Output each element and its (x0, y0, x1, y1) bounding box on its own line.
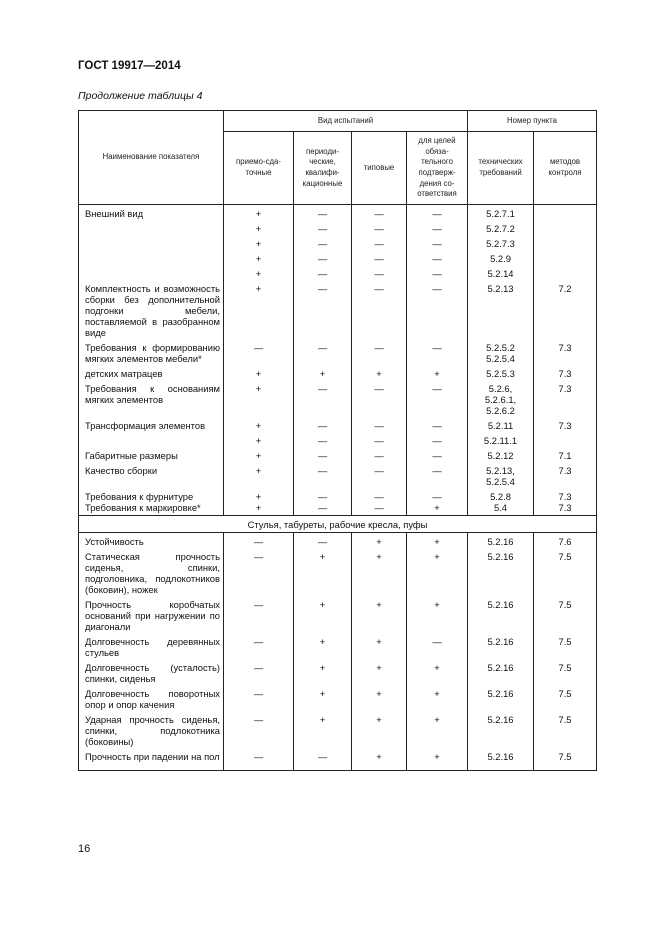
table-cell: 5.2.16 (468, 686, 534, 712)
table-cell: — (407, 205, 468, 222)
table-cell: — (294, 205, 352, 222)
table-cell (534, 251, 597, 266)
table-cell: + (224, 448, 294, 463)
table-row (79, 463, 597, 489)
table-cell: + (224, 381, 294, 418)
header-clause-number: Номер пункта (468, 111, 597, 132)
table-cell: 5.2.14 (468, 266, 534, 281)
table-cell: + (352, 533, 407, 550)
table-cell: + (352, 686, 407, 712)
table-cell: + + (224, 489, 294, 516)
header-indicator-name: Наименование показателя (79, 111, 224, 205)
indicator-name-cell: Прочность коробчатых оснований при нагружении по диагонали (79, 597, 224, 634)
table-cell: 7.5 (534, 634, 597, 660)
table-cell: — (294, 251, 352, 266)
table-cell: 5.2.16 (468, 634, 534, 660)
table-row (79, 236, 597, 251)
table-cell: + (294, 634, 352, 660)
table-cell: 7.3 (534, 381, 597, 418)
table-cell: + (294, 712, 352, 749)
table-cell: — (294, 533, 352, 550)
table-cell: 5.2.11.1 (468, 433, 534, 448)
table-cell: — (294, 433, 352, 448)
indicator-name-cell: Прочность при падении на пол (79, 749, 224, 771)
table-cell: 5.2.16 (468, 712, 534, 749)
table-cell: — (352, 433, 407, 448)
table-row (79, 533, 597, 550)
table-cell: 7.5 (534, 712, 597, 749)
indicator-name-cell: Внешний вид (79, 205, 224, 222)
table-cell: + (352, 712, 407, 749)
table-row (79, 251, 597, 266)
header-acceptance: приемо-сда- точные (224, 132, 294, 205)
table-row (79, 340, 597, 366)
table-row (79, 448, 597, 463)
table-cell: — (294, 340, 352, 366)
indicator-name-cell (79, 221, 224, 236)
indicator-name-cell: Габаритные размеры (79, 448, 224, 463)
table-cell: — (294, 266, 352, 281)
table-row (79, 660, 597, 686)
table-cell: — (294, 381, 352, 418)
page-number: 16 (78, 843, 91, 855)
table-cell: + (352, 634, 407, 660)
document-title: ГОСТ 19917—2014 (78, 60, 181, 72)
table-cell: + (294, 366, 352, 381)
table-cell: + (224, 221, 294, 236)
table-cell: — — (294, 489, 352, 516)
indicator-name-cell: Ударная прочность сиденья, спинки, подлокотника (боковины) (79, 712, 224, 749)
indicator-name-cell: Долговечность поворотных опор и опор качения (79, 686, 224, 712)
table-cell: 5.2.16 (468, 597, 534, 634)
table-cell: 7.3 (534, 418, 597, 433)
table-cell: + (224, 463, 294, 489)
table-cell: 7.5 (534, 686, 597, 712)
table-cell: + (407, 712, 468, 749)
table-cell: + (224, 251, 294, 266)
table-row (79, 221, 597, 236)
table-cell: + (352, 549, 407, 597)
table-cell: 5.2.9 (468, 251, 534, 266)
table-cell: — (224, 340, 294, 366)
table-cell: 7.5 (534, 749, 597, 771)
table-cell: — (294, 236, 352, 251)
table-cell: + (294, 597, 352, 634)
indicator-name-cell: Требования к формированию мягких элементов мебели* (79, 340, 224, 366)
table-cell: 5.2.12 (468, 448, 534, 463)
table-cell: + (407, 660, 468, 686)
table-cell: — (294, 281, 352, 340)
table-cell: 5.2.13, 5.2.5.4 (468, 463, 534, 489)
table-cell: — (352, 340, 407, 366)
table-row (79, 418, 597, 433)
table-row (79, 433, 597, 448)
table-cell: 7.1 (534, 448, 597, 463)
table-cell: 5.2.6, 5.2.6.1, 5.2.6.2 (468, 381, 534, 418)
table-cell: — (294, 749, 352, 771)
table-cell: — (407, 281, 468, 340)
table-cell: + (224, 418, 294, 433)
table-cell (534, 236, 597, 251)
table-cell: — + (407, 489, 468, 516)
table-cell: — (407, 433, 468, 448)
header-type-tests: типовые (352, 132, 407, 205)
table-row (79, 597, 597, 634)
table-cell: 5.2.16 (468, 749, 534, 771)
table-row (79, 205, 597, 222)
table-cell: — (352, 221, 407, 236)
table-cell: — (224, 712, 294, 749)
table-cell: — (352, 251, 407, 266)
table-cell: — (407, 418, 468, 433)
table-cell: — (407, 251, 468, 266)
table-cell: — (224, 660, 294, 686)
table-cell: 5.2.16 (468, 533, 534, 550)
table-cell: + (224, 281, 294, 340)
table-cell: 7.3 (534, 340, 597, 366)
table-cell: — (407, 448, 468, 463)
indicator-name-cell: Качество сборки (79, 463, 224, 489)
indicator-name-cell (79, 236, 224, 251)
indicator-name-cell (79, 433, 224, 448)
indicator-name-cell: Требования к основаниям мягких элементов (79, 381, 224, 418)
table-cell: — (407, 381, 468, 418)
table-cell: 5.2.5.3 (468, 366, 534, 381)
table-cell (534, 205, 597, 222)
table-row (79, 381, 597, 418)
table-cell: + (224, 433, 294, 448)
table-row (79, 366, 597, 381)
table-cell: 7.5 (534, 549, 597, 597)
test-types-table (78, 110, 597, 771)
table-cell: 7.6 (534, 533, 597, 550)
table-cell: 5.2.16 (468, 660, 534, 686)
indicator-name-cell: Долговечность деревянных стульев (79, 634, 224, 660)
table-cell: 5.2.13 (468, 281, 534, 340)
table-row (79, 549, 597, 597)
table-cell: 7.3 (534, 366, 597, 381)
table-row (79, 281, 597, 340)
table-cell (534, 433, 597, 448)
table-cell: + (407, 686, 468, 712)
indicator-name-cell: Комплектность и возможность сборки без дополнительной подгонки мебели, поставляемой в разобранном виде (79, 281, 224, 340)
table-cell: — (294, 448, 352, 463)
table-cell: — (407, 266, 468, 281)
table-cell: 7.2 (534, 281, 597, 340)
table-cell: — (224, 634, 294, 660)
table-cell: 5.2.7.2 (468, 221, 534, 236)
table-cell: — (224, 749, 294, 771)
table-cell: — (294, 418, 352, 433)
table-cell: — (224, 686, 294, 712)
indicator-name-cell (79, 251, 224, 266)
indicator-name-cell: Трансформация элементов (79, 418, 224, 433)
table-cell: — (407, 221, 468, 236)
table-cell: 7.5 (534, 660, 597, 686)
table-cell: — (407, 463, 468, 489)
table-cell: — (352, 381, 407, 418)
table-cell: — (352, 236, 407, 251)
table-cell: 5.2.16 (468, 549, 534, 597)
table-cell: — (294, 463, 352, 489)
table-cell: + (407, 597, 468, 634)
table-cell: + (352, 660, 407, 686)
table-cell: 5.2.8 5.4 (468, 489, 534, 516)
table-cell: + (352, 749, 407, 771)
table-cell: + (294, 549, 352, 597)
table-cell: — (352, 463, 407, 489)
table-cell: — (224, 549, 294, 597)
table-cell: 7.3 (534, 463, 597, 489)
table-cell: + (224, 236, 294, 251)
table-cell: — (407, 340, 468, 366)
header-periodic: периоди- ческие, квалифи- кационные (294, 132, 352, 205)
table-cell: + (294, 686, 352, 712)
table-cell: + (352, 597, 407, 634)
indicator-name-cell: Требования к фурнитуре Требования к маркировке* (79, 489, 224, 516)
table-cell: + (407, 366, 468, 381)
table-cell: + (224, 205, 294, 222)
header-certification: для целей обяза- тельного подтверж- дения со- ответствия (407, 132, 468, 205)
table-cell: 7.3 7.3 (534, 489, 597, 516)
section-row (79, 516, 597, 533)
table-cell (534, 221, 597, 236)
table-cell: — (407, 236, 468, 251)
table-cell (534, 266, 597, 281)
table-cell: 5.2.7.3 (468, 236, 534, 251)
table-cell: — (407, 634, 468, 660)
indicator-name-cell: Долговечность (усталость) спинки, сиденья (79, 660, 224, 686)
table-cell: — (352, 418, 407, 433)
table-row (79, 266, 597, 281)
table-row (79, 749, 597, 771)
table-cell: — (294, 221, 352, 236)
header-tech-requirements: технических требований (468, 132, 534, 205)
table-cell: 5.2.7.1 (468, 205, 534, 222)
table-cell: + (352, 366, 407, 381)
table-row (79, 686, 597, 712)
table-cell: + (294, 660, 352, 686)
table-cell: 5.2.11 (468, 418, 534, 433)
table-cell: — (352, 448, 407, 463)
table-cell: — (224, 533, 294, 550)
table-cell: — (352, 281, 407, 340)
indicator-name-cell: Устойчивость (79, 533, 224, 550)
table-cell: — (352, 205, 407, 222)
table-cell: + (407, 533, 468, 550)
table-cell: + (224, 366, 294, 381)
table-cell: — (224, 597, 294, 634)
table-cell: — — (352, 489, 407, 516)
table-cell: 5.2.5.2 5.2.5.4 (468, 340, 534, 366)
table-cell: + (224, 266, 294, 281)
indicator-name-cell: детских матрацев (79, 366, 224, 381)
table-cell: + (407, 549, 468, 597)
indicator-name-cell: Статическая прочность сиденья, спинки, подголовника, подлокотников (боковин), ножек (79, 549, 224, 597)
table-cell: + (407, 749, 468, 771)
indicator-name-cell (79, 266, 224, 281)
header-test-types: Вид испытаний (224, 111, 468, 132)
table-row (79, 489, 597, 516)
table-caption: Продолжение таблицы 4 (78, 90, 203, 102)
section-title: Стулья, табуреты, рабочие кресла, пуфы (79, 516, 597, 533)
header-control-methods: методов контроля (534, 132, 597, 205)
table-row (79, 712, 597, 749)
table-cell: 7.5 (534, 597, 597, 634)
table-cell: — (352, 266, 407, 281)
table-row (79, 634, 597, 660)
